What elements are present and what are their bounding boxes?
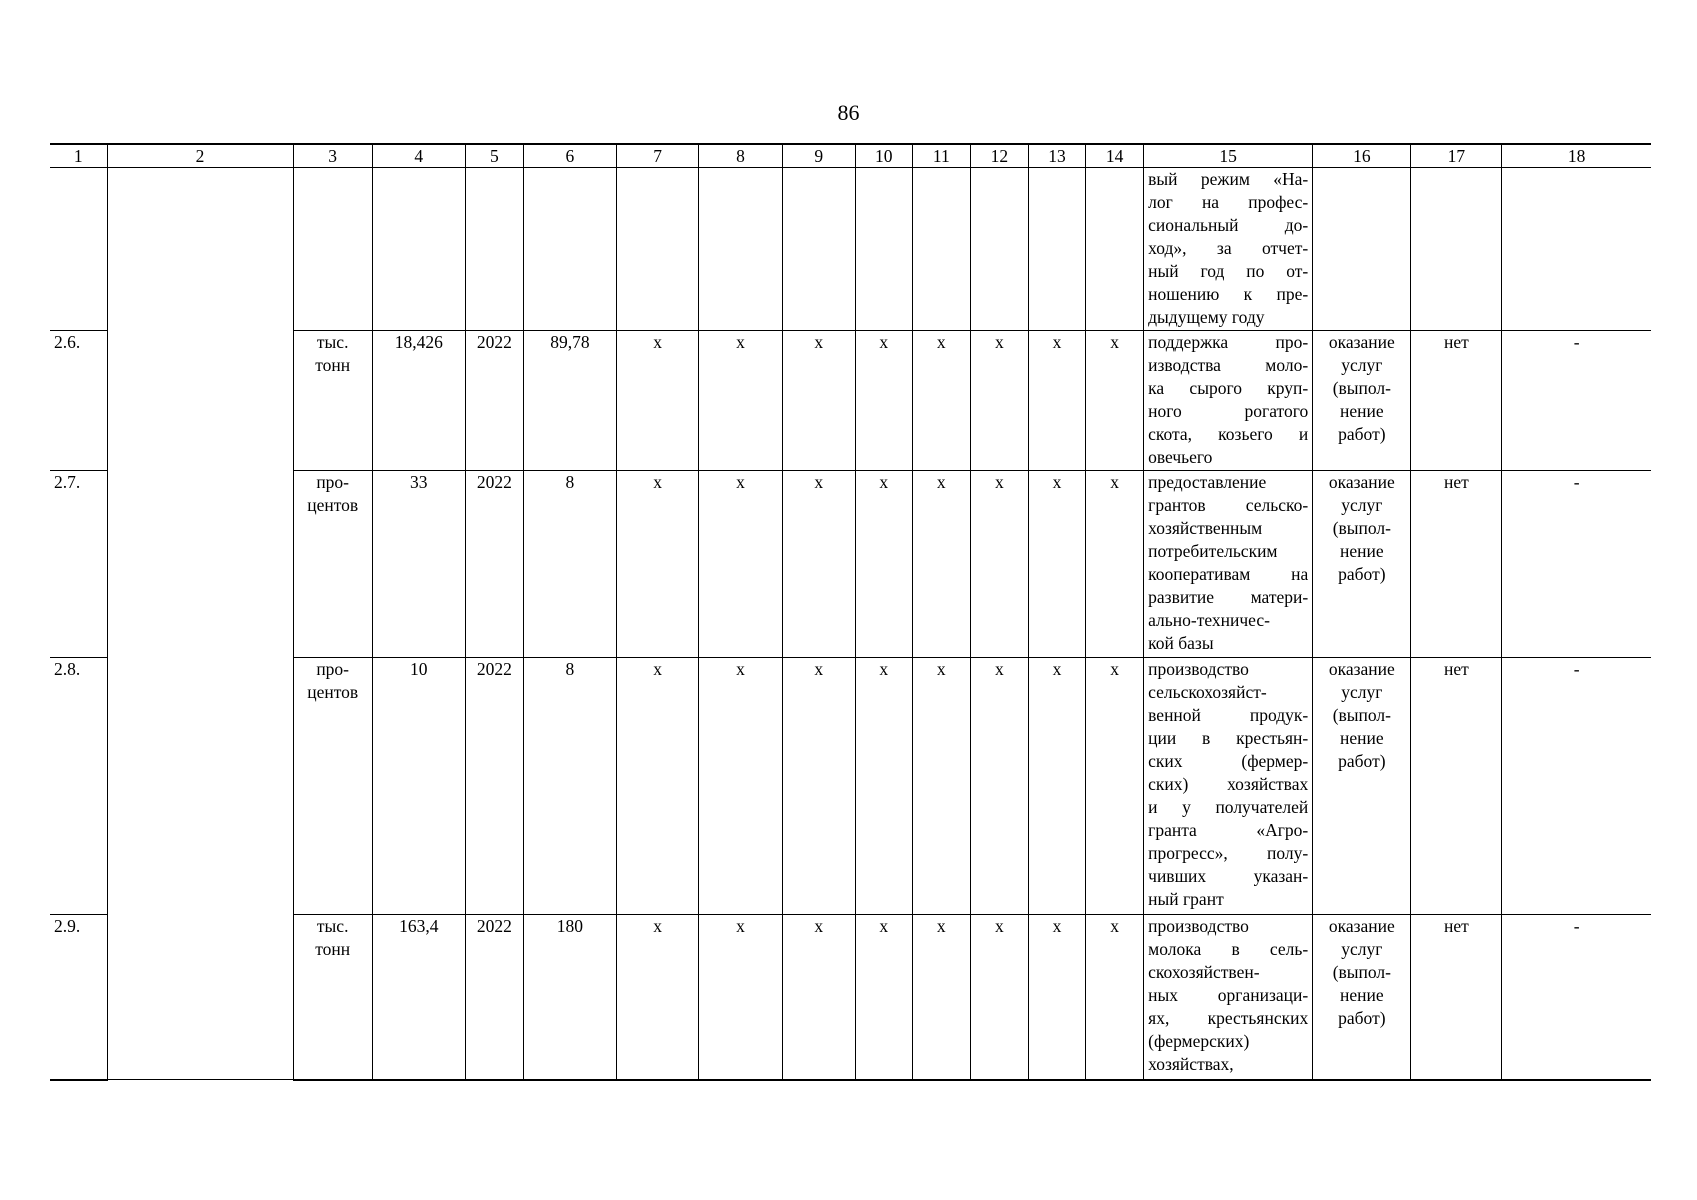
mark-cell: х: [855, 331, 912, 471]
description-cell: поддержка про- изводства моло- ка сырого круп- ного рогатого скота, козьего и овечьего: [1144, 331, 1313, 471]
category-cell: оказание услуг (выпол- нение работ): [1313, 331, 1411, 471]
mark-cell: х: [699, 331, 782, 471]
mark-cell: х: [699, 915, 782, 1080]
mark-cell: х: [782, 658, 855, 915]
column-number: 3: [293, 144, 372, 168]
column-number: 11: [912, 144, 970, 168]
column-number: 8: [699, 144, 782, 168]
mark-cell: х: [912, 658, 970, 915]
extra-cell: -: [1502, 331, 1651, 471]
mark-cell: х: [912, 331, 970, 471]
column-number: 2: [107, 144, 293, 168]
base-value: 18,426: [372, 331, 465, 471]
mark-cell: х: [970, 915, 1028, 1080]
extra-cell: -: [1502, 915, 1651, 1080]
column-number: 4: [372, 144, 465, 168]
base-year: 2022: [465, 915, 523, 1080]
mark-cell: х: [970, 471, 1028, 658]
mark-cell: х: [970, 658, 1028, 915]
row-number: 2.9.: [50, 915, 107, 1080]
column-number: 6: [523, 144, 616, 168]
flag-cell: нет: [1411, 471, 1502, 658]
base-value: 10: [372, 658, 465, 915]
continuation-row: [50, 168, 1651, 331]
mark-cell: х: [1086, 331, 1144, 471]
description-cell: производство сельскохозяйст- венной продук- ции в крестьян- ских (фермер- ских) хозяйствах и у получателей гранта «Агро- прогресс», полу- чивших указан- ный грант: [1144, 658, 1313, 915]
mark-cell: х: [616, 471, 698, 658]
base-year: 2022: [465, 471, 523, 658]
column-number: 15: [1144, 144, 1313, 168]
merged-name-cell: [107, 168, 293, 1080]
column-number: 9: [782, 144, 855, 168]
base-year: 2022: [465, 658, 523, 915]
mark-cell: х: [699, 471, 782, 658]
base-value: 163,4: [372, 915, 465, 1080]
description-cell: производство молока в сель- скохозяйствен- ных организаци- ях, крестьянских (фермерских) хозяйствах,: [1144, 915, 1313, 1080]
unit-cell: про- центов: [293, 658, 372, 915]
target-value: 89,78: [523, 331, 616, 471]
target-value: 8: [523, 658, 616, 915]
category-cell: оказание услуг (выпол- нение работ): [1313, 471, 1411, 658]
column-number: 17: [1411, 144, 1502, 168]
column-number: 10: [855, 144, 912, 168]
page-number: 86: [837, 100, 860, 125]
mark-cell: х: [1028, 658, 1085, 915]
mark-cell: х: [616, 331, 698, 471]
description-cell: предоставление грантов сельско- хозяйственным потребительским кооперативам на развитие матери- ально-техничес- кой базы: [1144, 471, 1313, 658]
row-number: 2.6.: [50, 331, 107, 471]
category-cell: оказание услуг (выпол- нение работ): [1313, 658, 1411, 915]
row-number: 2.8.: [50, 658, 107, 915]
mark-cell: х: [912, 471, 970, 658]
mark-cell: х: [855, 658, 912, 915]
column-number: 16: [1313, 144, 1411, 168]
column-number: 5: [465, 144, 523, 168]
base-year: 2022: [465, 331, 523, 471]
mark-cell: х: [1086, 915, 1144, 1080]
mark-cell: х: [1028, 471, 1085, 658]
mark-cell: х: [912, 915, 970, 1080]
target-value: 180: [523, 915, 616, 1080]
mark-cell: х: [855, 471, 912, 658]
column-number: 1: [50, 144, 107, 168]
column-number: 12: [970, 144, 1028, 168]
column-number: 7: [616, 144, 698, 168]
flag-cell: нет: [1411, 915, 1502, 1080]
row-number: 2.7.: [50, 471, 107, 658]
mark-cell: х: [1086, 471, 1144, 658]
extra-cell: -: [1502, 658, 1651, 915]
mark-cell: х: [616, 658, 698, 915]
unit-cell: про- центов: [293, 471, 372, 658]
column-number: 14: [1086, 144, 1144, 168]
mark-cell: х: [1028, 915, 1085, 1080]
flag-cell: нет: [1411, 331, 1502, 471]
unit-cell: тыс. тонн: [293, 915, 372, 1080]
column-number: 13: [1028, 144, 1085, 168]
mark-cell: х: [782, 471, 855, 658]
flag-cell: нет: [1411, 658, 1502, 915]
indicator-table: [50, 143, 1651, 1081]
mark-cell: х: [1086, 658, 1144, 915]
mark-cell: х: [616, 915, 698, 1080]
mark-cell: х: [1028, 331, 1085, 471]
continuation-description: вый режим «На- лог на профес- сиональный до- ход», за отчет- ный год по от- ношению к пре- дыдущему году: [1144, 168, 1313, 331]
category-cell: оказание услуг (выпол- нение работ): [1313, 915, 1411, 1080]
mark-cell: х: [855, 915, 912, 1080]
base-value: 33: [372, 471, 465, 658]
mark-cell: х: [970, 331, 1028, 471]
mark-cell: х: [782, 915, 855, 1080]
column-number: 18: [1502, 144, 1651, 168]
unit-cell: тыс. тонн: [293, 331, 372, 471]
target-value: 8: [523, 471, 616, 658]
column-number-row: [50, 144, 1651, 168]
mark-cell: х: [782, 331, 855, 471]
mark-cell: х: [699, 658, 782, 915]
extra-cell: -: [1502, 471, 1651, 658]
